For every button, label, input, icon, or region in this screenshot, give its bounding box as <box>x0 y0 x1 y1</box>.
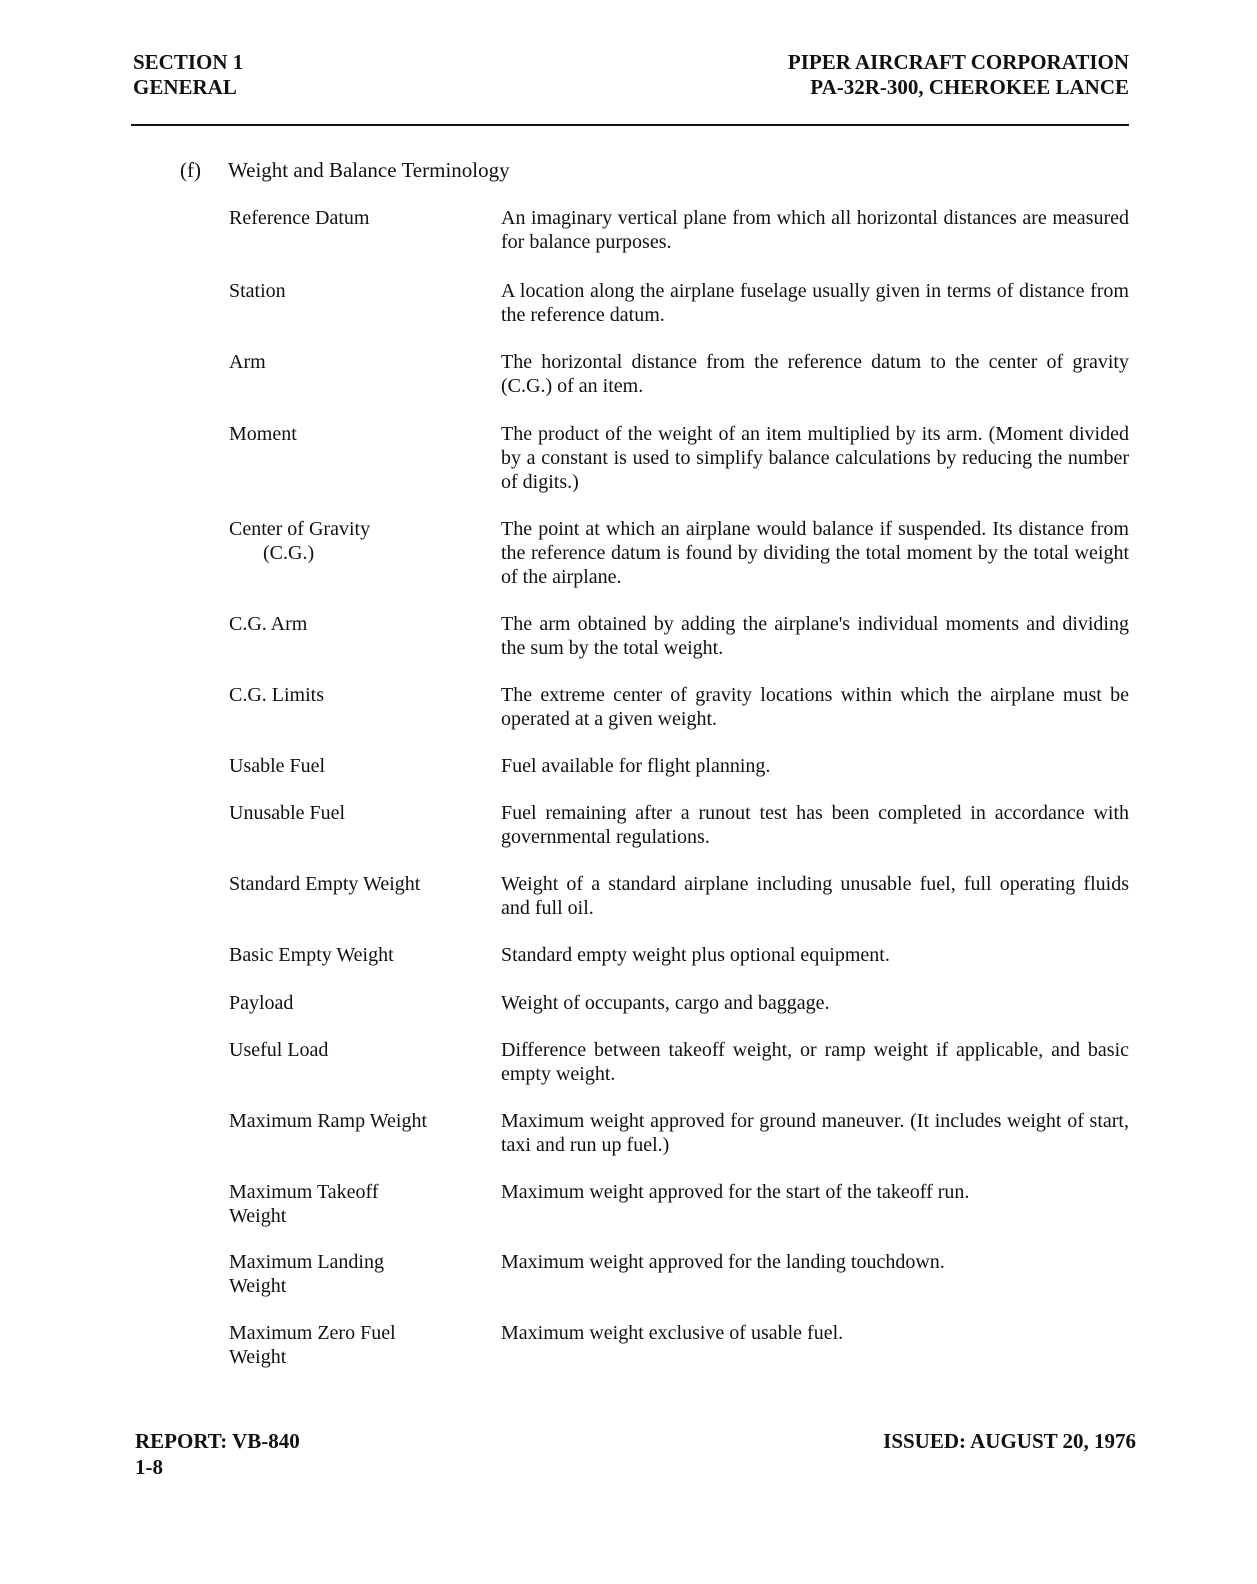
term-definition: The arm obtained by adding the airplane's individual moments and dividing the sum by the total weight. <box>501 613 1129 659</box>
header-section <box>133 50 243 100</box>
term-definition: The product of the weight of an item multiplied by its arm. (Moment divided by a constant is used to simplify balance calculations by reducing the number of digits.) <box>501 423 1129 493</box>
term-definition: The horizontal distance from the reference datum to the center of gravity (C.G.) of an item. <box>501 351 1129 397</box>
term-definition: Maximum weight approved for the landing touchdown. <box>501 1251 945 1273</box>
term-label: Usable Fuel <box>229 755 326 777</box>
term-definition: Weight of a standard airplane including unusable fuel, full operating fluids and full oil. <box>501 873 1129 919</box>
term-label: C.G. Arm <box>229 613 308 635</box>
term-label-abbrev: (C.G.) <box>263 542 315 564</box>
term-label: Maximum Takeoff Weight <box>229 1181 379 1227</box>
term-label: C.G. Limits <box>229 684 325 706</box>
term-definition: Maximum weight approved for the start of the takeoff run. <box>501 1181 970 1203</box>
footer-report <box>135 1428 300 1480</box>
term-definition: Maximum weight exclusive of usable fuel. <box>501 1322 844 1344</box>
term-definition: Maximum weight approved for ground maneuver. (It includes weight of start, taxi and run up fuel.) <box>501 1110 1129 1156</box>
term-definition: Weight of occupants, cargo and baggage. <box>501 992 830 1014</box>
term-label: Maximum Ramp Weight <box>229 1110 428 1132</box>
term-definition: A location along the airplane fuselage usually given in terms of distance from the reference datum. <box>501 280 1129 326</box>
term-label: Reference Datum <box>229 207 370 229</box>
page-number: 1-8 <box>135 1455 163 1479</box>
section-name: GENERAL <box>133 75 237 99</box>
footer-issued: ISSUED: AUGUST 20, 1976 <box>883 1429 1136 1453</box>
term-label: Useful Load <box>229 1039 329 1061</box>
company-name: PIPER AIRCRAFT CORPORATION <box>787 50 1129 74</box>
header-company <box>788 50 1129 100</box>
term-label: Arm <box>229 351 266 373</box>
term-definition: Standard empty weight plus optional equipment. <box>501 944 890 966</box>
term-definition: An imaginary vertical plane from which all horizontal distances are measured for balance purposes. <box>501 207 1129 253</box>
term-definition: The point at which an airplane would balance if suspended. Its distance from the reference datum is found by dividing the total moment by the total weight of the airplane. <box>501 518 1129 588</box>
term-definition: The extreme center of gravity locations within which the airplane must be operated at a given weight. <box>501 684 1129 730</box>
term-label <box>229 517 489 565</box>
term-label: Maximum Landing Weight <box>229 1251 384 1297</box>
term-definition: Difference between takeoff weight, or ramp weight if applicable, and basic empty weight. <box>501 1039 1129 1085</box>
header-divider <box>131 124 1129 126</box>
term-label: Moment <box>229 423 297 445</box>
term-label: Station <box>229 280 286 302</box>
term-label-main: Center of Gravity <box>229 518 371 540</box>
term-label: Standard Empty Weight <box>229 873 421 895</box>
section-number: SECTION 1 <box>133 50 244 74</box>
term-definition: Fuel available for flight planning. <box>501 755 771 777</box>
report-number: REPORT: VB-840 <box>135 1429 300 1453</box>
term-label: Unusable Fuel <box>229 802 346 824</box>
term-label: Maximum Zero Fuel Weight <box>229 1322 396 1368</box>
aircraft-model: PA-32R-300, CHEROKEE LANCE <box>810 75 1129 99</box>
term-label: Payload <box>229 992 294 1014</box>
subsection-letter: (f) <box>180 158 201 182</box>
term-label: Basic Empty Weight <box>229 944 394 966</box>
subsection-heading <box>180 157 510 183</box>
term-definition: Fuel remaining after a runout test has been completed in accordance with governmental regulations. <box>501 802 1129 848</box>
subsection-title: Weight and Balance Terminology <box>228 158 510 182</box>
